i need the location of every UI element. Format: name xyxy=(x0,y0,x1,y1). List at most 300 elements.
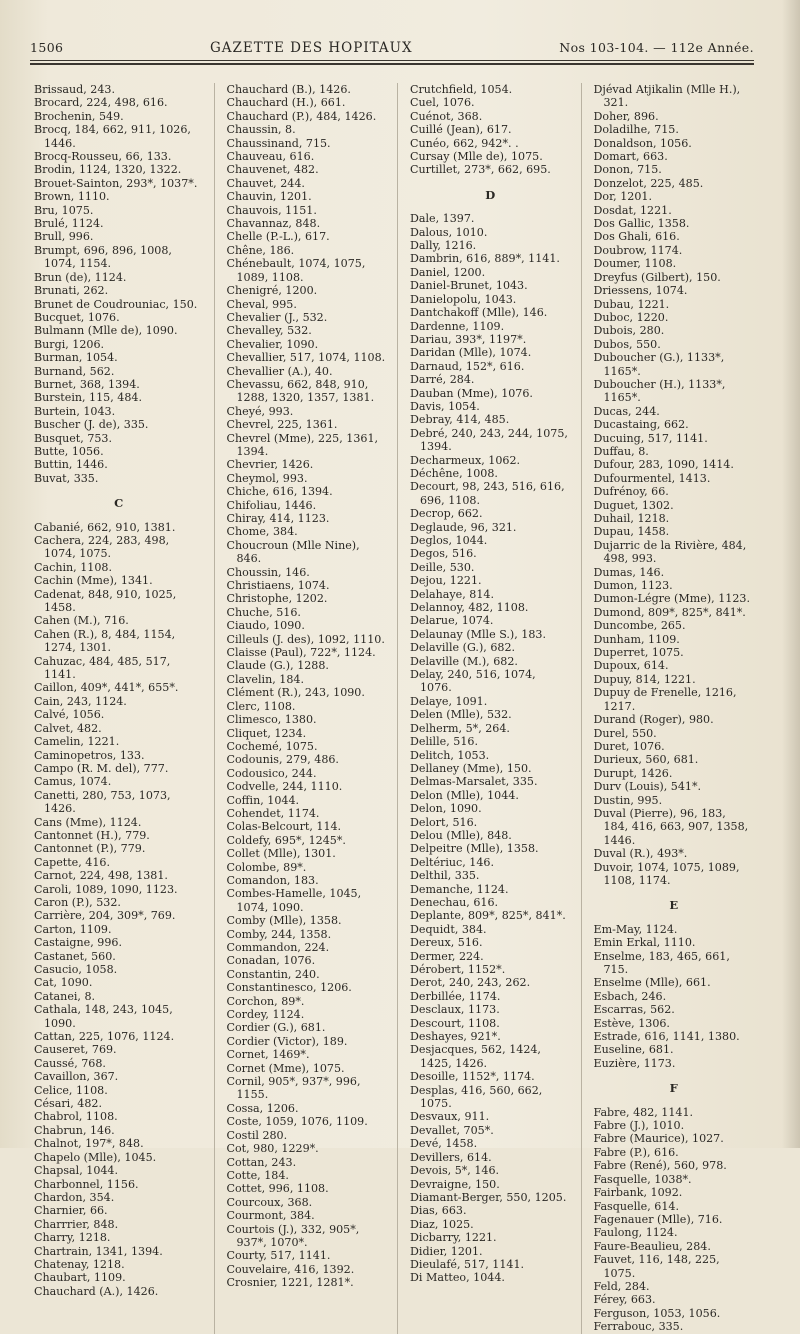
section-letter: F xyxy=(669,1081,678,1096)
index-entry: Coste, 1059, 1076, 1109. xyxy=(226,1115,368,1129)
index-entry: Chauchard (H.), 661. xyxy=(226,96,346,110)
index-entry: Comby, 244, 1358. xyxy=(226,927,332,941)
index-entry: Codvelle, 244, 1110. xyxy=(226,780,343,794)
index-entry: Euzière, 1173. xyxy=(593,1056,676,1070)
index-entry: Cursay (Mlle de), 1075. xyxy=(410,150,543,164)
index-entry: Faulong, 1124. xyxy=(593,1226,678,1240)
index-entry: Campo (R. M. del), 777. xyxy=(34,761,169,775)
index-entry: Duret, 1076. xyxy=(593,739,665,753)
index-entry: Claisse (Paul), 722*, 1124. xyxy=(226,646,376,660)
index-entry: Brun (de), 1124. xyxy=(34,270,127,284)
index-entry: Esbach, 246. xyxy=(593,989,667,1003)
index-entry: Chauvois, 1151. xyxy=(226,203,317,217)
index-entry: Durel, 550. xyxy=(593,726,657,740)
index-entry: Chaussin, 8. xyxy=(226,123,296,137)
index-entry: Emin Erkal, 1110. xyxy=(593,936,696,950)
index-entry: Denechau, 616. xyxy=(410,895,499,909)
index-entry: Degos, 516. xyxy=(410,547,477,561)
index-entry: Dufrénoy, 66. xyxy=(593,485,669,499)
index-entry: Devillers, 614. xyxy=(410,1150,492,1164)
index-entry: Couvelaire, 416, 1392. xyxy=(226,1262,355,1276)
index-entry: Didier, 1201. xyxy=(410,1244,483,1258)
index-entry: Burnand, 562. xyxy=(34,364,115,378)
index-entry: Chapsal, 1044. xyxy=(34,1164,119,1178)
index-entry: Caron (P.), 532. xyxy=(34,895,121,909)
index-entry: Constantin, 240. xyxy=(226,967,320,981)
index-column-1 xyxy=(30,83,204,1334)
page-edge-shadow xyxy=(782,0,800,1148)
index-entry: Chevallier, 517, 1074, 1108. xyxy=(226,351,386,365)
index-entry: Dariau, 393*, 1197*. xyxy=(410,332,527,346)
index-entry: Devraigne, 150. xyxy=(410,1177,500,1191)
index-entry: Charbonnel, 1156. xyxy=(34,1177,139,1191)
index-entry: Darnaud, 152*, 616. xyxy=(410,359,525,373)
index-entry: Courmont, 384. xyxy=(226,1209,315,1223)
index-entry: Dos Gallic, 1358. xyxy=(593,217,690,231)
index-entry: Cachera, 224, 283, 498, 1074, 1075. xyxy=(34,534,170,561)
index-entry: Chapelo (Mlle), 1045. xyxy=(34,1150,157,1164)
index-entry: Chome, 384. xyxy=(226,525,298,539)
index-entry: Chevrier, 1426. xyxy=(226,458,314,472)
index-entry: Chifoliau, 1446. xyxy=(226,498,317,512)
index-entry: Desclaux, 1173. xyxy=(410,1003,500,1017)
index-entry: Di Matteo, 1044. xyxy=(410,1271,505,1285)
journal-title: GAZETTE DES HOPITAUX xyxy=(210,40,413,56)
index-entry: Commandon, 224. xyxy=(226,941,330,954)
index-entry: Cheyé, 993. xyxy=(226,404,294,418)
index-entry: Chavannaz, 848. xyxy=(226,217,321,231)
index-entry: Cantonnet (P.), 779. xyxy=(34,842,146,856)
index-entry: Delaunay (Mlle S.), 183. xyxy=(410,627,547,641)
index-entry: Cahen (M.), 716. xyxy=(34,614,129,628)
index-entry: Capette, 416. xyxy=(34,855,111,869)
index-entry: Charry, 1218. xyxy=(34,1231,111,1245)
index-entry: Colombe, 89*. xyxy=(226,860,307,874)
index-entry: Camelin, 1221. xyxy=(34,735,120,749)
index-entry: Carrière, 204, 309*, 769. xyxy=(34,909,176,923)
index-entry: Caroli, 1089, 1090, 1123. xyxy=(34,882,178,896)
index-entry: Duguet, 1302. xyxy=(593,498,674,512)
index-entry: Dieulafé, 517, 1141. xyxy=(410,1257,525,1271)
index-entry: Christophe, 1202. xyxy=(226,592,328,606)
section-letter: E xyxy=(669,898,679,913)
index-entry: Costil 280. xyxy=(226,1128,288,1142)
index-entry: Cahen (R.), 8, 484, 1154, 1274, 1301. xyxy=(34,627,176,655)
index-entry: Dupoux, 614. xyxy=(593,659,669,673)
index-entry: Fasquelle, 614. xyxy=(593,1199,679,1213)
index-entry: Carton, 1109. xyxy=(34,922,112,936)
index-entry: Deille, 530. xyxy=(410,560,475,574)
index-entry: Causeret, 769. xyxy=(34,1043,117,1057)
index-entry: Duval (R.), 493*. xyxy=(593,847,688,861)
index-entry: Djévad Atjikalin (Mlle H.), 321. xyxy=(593,83,741,110)
index-entry: Cat, 1090. xyxy=(34,976,93,990)
index-entry: Dubois, 280. xyxy=(593,324,665,338)
index-entry: Chauveau, 616. xyxy=(226,150,315,164)
index-entry: Duhail, 1218. xyxy=(593,512,670,525)
index-entry: Caillon, 409*, 441*, 655*. xyxy=(34,681,179,695)
index-entry: Cachin, 1108. xyxy=(34,560,112,574)
index-entry: Comandon, 183. xyxy=(226,873,319,887)
index-entry: Darré, 284. xyxy=(410,373,475,387)
index-entry: Delaye, 1091. xyxy=(410,694,488,708)
index-entry: Chevassu, 662, 848, 910, 1288, 1320, 1357, 1381. xyxy=(226,377,375,405)
index-entry: Descourt, 1108. xyxy=(410,1016,500,1030)
index-entry: Chevalley, 532. xyxy=(226,324,312,338)
index-entry: Celice, 1108. xyxy=(34,1083,108,1097)
index-entry: Ducuing, 517, 1141. xyxy=(593,431,708,445)
index-entry: Codousico, 244. xyxy=(226,766,317,780)
index-entry: Chabrol, 1108. xyxy=(34,1110,118,1124)
index-entry: Chauchard (B.), 1426. xyxy=(226,83,351,96)
index-entry: Brocq, 184, 662, 911, 1026, 1446. xyxy=(34,123,191,150)
index-entry: Fasquelle, 1038*. xyxy=(593,1172,692,1186)
index-entry: Fabre, 482, 1141. xyxy=(593,1105,694,1119)
index-entry: Dustin, 995. xyxy=(593,793,663,807)
index-entry: Camus, 1074. xyxy=(34,775,112,789)
index-entry: Clavelin, 184. xyxy=(226,672,304,686)
index-entry: Debray, 414, 485. xyxy=(410,413,510,427)
index-entry: Bucquet, 1076. xyxy=(34,310,120,324)
index-entry: Enselme (Mlle), 661. xyxy=(593,976,711,990)
index-entry: Chuche, 516. xyxy=(226,605,301,619)
index-entry: Danielopolu, 1043. xyxy=(410,292,517,306)
index-entry: Charnier, 66. xyxy=(34,1204,108,1218)
page-number: 1506 xyxy=(30,40,64,55)
index-entry: Faure-Beaulieu, 284. xyxy=(593,1239,711,1253)
index-entry: Chaussinand, 715. xyxy=(226,136,331,150)
index-entry: Bru, 1075. xyxy=(34,203,94,217)
index-entry: Desoille, 1152*, 1174. xyxy=(410,1070,535,1084)
index-entry: Durv (Louis), 541*. xyxy=(593,780,702,794)
index-entry: Cottet, 996, 1108. xyxy=(226,1182,329,1196)
index-entry: Cottan, 243. xyxy=(226,1155,297,1169)
index-entry: Delaville (G.), 682. xyxy=(410,641,516,655)
index-entry: Dambrin, 616, 889*, 1141. xyxy=(410,252,560,266)
index-entry: Duboucher (G.), 1133*, 1165*. xyxy=(593,351,725,378)
index-entry: Dellaney (Mme), 150. xyxy=(410,761,532,775)
index-entry: Delpeitre (Mlle), 1358. xyxy=(410,842,539,856)
index-entry: Curtillet, 273*, 662, 695. xyxy=(410,163,551,177)
index-entry: Castaigne, 996. xyxy=(34,936,122,950)
index-entry: Castanet, 560. xyxy=(34,949,116,963)
index-entry: Comby (Mlle), 1358. xyxy=(226,914,342,928)
index-entry: Cornet, 1469*. xyxy=(226,1048,310,1062)
index-entry: Dally, 1216. xyxy=(410,239,477,253)
index-entry: Donaldson, 1056. xyxy=(593,136,692,150)
index-entry: Dos Ghali, 616. xyxy=(593,230,680,244)
index-entry: Brouet-Sainton, 293*, 1037*. xyxy=(34,176,198,190)
index-column-3 xyxy=(397,83,571,1334)
index-entry: Dumas, 146. xyxy=(593,565,665,579)
index-entry: Estève, 1306. xyxy=(593,1016,670,1030)
index-entry: Cachin (Mme), 1341. xyxy=(34,574,153,588)
index-entry: Chêne, 186. xyxy=(226,243,295,257)
index-entry: Chiche, 616, 1394. xyxy=(226,485,333,499)
index-entry: Burman, 1054. xyxy=(34,351,118,365)
index-entry: Brochenin, 549. xyxy=(34,109,124,123)
index-entry: Daridan (Mlle), 1074. xyxy=(410,346,532,360)
index-entry: Dermer, 224. xyxy=(410,949,484,963)
index-entry: Chalnot, 197*, 848. xyxy=(34,1137,144,1151)
index-entry: Desvaux, 911. xyxy=(410,1110,490,1124)
index-entry: Combes-Hamelle, 1045, 1074, 1090. xyxy=(226,887,362,914)
index-entry: Calvet, 482. xyxy=(34,721,102,735)
index-entry: Cunéo, 662, 942*. . xyxy=(410,136,519,150)
index-entry: Delahaye, 814. xyxy=(410,587,494,601)
index-entry: Duboc, 1220. xyxy=(593,310,669,324)
index-entry: Chauchard (A.), 1426. xyxy=(34,1284,159,1298)
index-entry: Climesco, 1380. xyxy=(226,713,317,727)
index-entry: Delmas-Marsalet, 335. xyxy=(410,775,538,789)
index-entry: Dérobert, 1152*. xyxy=(410,963,506,976)
index-entry: Devois, 5*, 146. xyxy=(410,1164,500,1178)
index-entry: Codounis, 279, 486. xyxy=(226,753,339,767)
index-entry: Chauvenet, 482. xyxy=(226,163,319,177)
index-column-2 xyxy=(214,83,388,1334)
index-entry: Demanche, 1124. xyxy=(410,882,509,896)
index-entry: Chevalier (J., 532. xyxy=(226,310,328,324)
index-entry: Dumon-Légre (Mme), 1123. xyxy=(593,592,750,606)
index-entry: Delon (Mlle), 1044. xyxy=(410,788,519,802)
index-entry: Burnet, 368, 1394. xyxy=(34,377,140,391)
index-columns xyxy=(30,83,754,1334)
index-entry: Collet (Mlle), 1301. xyxy=(226,847,336,861)
index-entry: Cuel, 1076. xyxy=(410,96,475,110)
index-entry: Clément (R.), 243, 1090. xyxy=(226,686,365,700)
index-entry: Cornil, 905*, 937*, 996, 1155. xyxy=(226,1075,361,1102)
index-entry: Dejou, 1221. xyxy=(410,574,482,588)
index-entry: Coldefy, 695*, 1245*. xyxy=(226,833,346,847)
index-entry: Chauvin, 1201. xyxy=(226,190,312,204)
index-entry: Dunham, 1109. xyxy=(593,632,680,646)
index-entry: Delon, 1090. xyxy=(410,802,482,816)
index-entry: Fauvet, 116, 148, 225, 1075. xyxy=(593,1253,720,1280)
index-entry: Cattan, 225, 1076, 1124. xyxy=(34,1030,175,1044)
index-entry: Cotte, 184. xyxy=(226,1168,289,1182)
index-entry: Catanei, 8. xyxy=(34,989,96,1003)
index-entry: Debré, 240, 243, 244, 1075, 1394. xyxy=(410,426,568,454)
index-entry: Burstein, 115, 484. xyxy=(34,391,142,405)
index-entry: Cavaillon, 367. xyxy=(34,1070,119,1084)
index-entry: Doumer, 1108. xyxy=(593,257,677,271)
index-entry: Cantonnet (H.), 779. xyxy=(34,828,150,842)
index-entry: Cordier (Victor), 189. xyxy=(226,1034,348,1048)
index-entry: Dupuy de Frenelle, 1216, 1217. xyxy=(593,686,737,713)
index-entry: Desjacques, 562, 1424, 1425, 1426. xyxy=(410,1043,541,1070)
index-entry: Delherm, 5*, 264. xyxy=(410,721,510,735)
index-entry: Delannoy, 482, 1108. xyxy=(410,601,529,615)
index-entry: Cornet (Mme), 1075. xyxy=(226,1061,345,1075)
index-entry: Delaville (M.), 682. xyxy=(410,654,518,668)
index-entry: Decharmeux, 1062. xyxy=(410,453,521,467)
index-entry: Dumond, 809*, 825*, 841*. xyxy=(593,605,746,619)
index-entry: Chevallier (A.), 40. xyxy=(226,364,333,378)
index-entry: Cot, 980, 1229*. xyxy=(226,1142,319,1156)
index-entry: Buvat, 335. xyxy=(34,471,99,485)
section-letter: D xyxy=(485,187,496,202)
index-entry: Dosdat, 1221. xyxy=(593,203,672,217)
index-entry: Deglaude, 96, 321. xyxy=(410,520,517,534)
index-entry: Dubos, 550. xyxy=(593,337,661,351)
index-entry: Fabre (Maurice), 1027. xyxy=(593,1132,724,1146)
index-entry: Constantinesco, 1206. xyxy=(226,981,352,995)
index-entry: Doladilhe, 715. xyxy=(593,123,679,137)
index-entry: Choucroun (Mlle Nine), 846. xyxy=(226,538,360,566)
index-entry: Coffin, 1044. xyxy=(226,793,300,807)
index-entry: Chardon, 354. xyxy=(34,1190,115,1204)
index-entry: Courty, 517, 1141. xyxy=(226,1249,331,1263)
index-entry: Domart, 663. xyxy=(593,150,668,164)
index-entry: Caminopetros, 133. xyxy=(34,748,145,762)
index-entry: Cordier (G.), 681. xyxy=(226,1021,326,1035)
index-entry: Crosnier, 1221, 1281*. xyxy=(226,1276,354,1290)
index-entry: Deglos, 1044. xyxy=(410,534,488,547)
index-entry: Enselme, 183, 465, 661, 715. xyxy=(593,949,730,976)
index-column-4 xyxy=(581,83,755,1334)
section-letter: C xyxy=(114,496,124,511)
index-entry: Driessens, 1074. xyxy=(593,284,688,298)
index-entry: Charrrier, 848. xyxy=(34,1217,119,1231)
index-entry: Diamant-Berger, 550, 1205. xyxy=(410,1190,567,1204)
index-entry: Cathala, 148, 243, 1045, 1090. xyxy=(34,1003,173,1030)
index-entry: Brissaud, 243. xyxy=(34,83,116,96)
index-entry: Colas-Belcourt, 114. xyxy=(226,820,342,834)
index-entry: Cochemé, 1075. xyxy=(226,739,318,753)
index-entry: Chevrel (Mme), 225, 1361, 1394. xyxy=(226,431,379,458)
index-entry: Chauvet, 244. xyxy=(226,176,305,190)
index-entry: Fairbank, 1092. xyxy=(593,1186,683,1200)
index-entry: Crutchfield, 1054. xyxy=(410,83,513,96)
index-entry: Christiaens, 1074. xyxy=(226,579,330,593)
issue-info: Nos 103-104. — 112e Année. xyxy=(559,40,754,55)
index-entry: Courtois (J.), 332, 905*, 937*, 1070*. xyxy=(226,1222,360,1249)
index-entry: Duvoir, 1074, 1075, 1089, 1108, 1174. xyxy=(593,860,740,887)
index-entry: Escarras, 562. xyxy=(593,1003,675,1017)
index-entry: Conadan, 1076. xyxy=(226,954,316,968)
index-entry: Euseline, 681. xyxy=(593,1043,674,1057)
index-entry: Ferrabouc, 335. xyxy=(593,1320,684,1334)
index-entry: Dubau, 1221. xyxy=(593,297,670,311)
index-entry: Chaubart, 1109. xyxy=(34,1271,126,1285)
index-entry: Dumon, 1123. xyxy=(593,579,673,593)
index-entry: Chauchard (P.), 484, 1426. xyxy=(226,109,377,123)
index-entry: Claude (G.), 1288. xyxy=(226,659,329,673)
index-entry: Cans (Mme), 1124. xyxy=(34,815,142,829)
index-entry: Cheval, 995. xyxy=(226,297,297,311)
index-entry: Delen (Mlle), 532. xyxy=(410,708,512,722)
index-entry: Cheymol, 993. xyxy=(226,471,308,485)
index-entry: Dalous, 1010. xyxy=(410,225,488,239)
index-entry: Brocq-Rousseu, 66, 133. xyxy=(34,150,172,164)
index-entry: Chabrun, 146. xyxy=(34,1123,115,1137)
index-entry: Delitch, 1053. xyxy=(410,748,490,762)
index-entry: Ducastaing, 662. xyxy=(593,418,689,432)
index-entry: Busquet, 753. xyxy=(34,431,113,445)
index-entry: Carnot, 224, 498, 1381. xyxy=(34,869,168,883)
index-entry: Duboucher (H.), 1133*, 1165*. xyxy=(593,377,726,405)
index-entry: Chiray, 414, 1123. xyxy=(226,512,330,525)
index-entry: Deplante, 809*, 825*, 841*. xyxy=(410,909,566,923)
index-entry: Delthil, 335. xyxy=(410,869,480,883)
index-entry: Cuillé (Jean), 617. xyxy=(410,123,512,137)
index-entry: Chevalier, 1090. xyxy=(226,337,319,351)
index-entry: Diaz, 1025. xyxy=(410,1217,474,1231)
index-entry: Devallet, 705*. xyxy=(410,1123,494,1137)
index-entry: Ducas, 244. xyxy=(593,404,660,418)
index-entry: Brunet de Coudrouniac, 150. xyxy=(34,297,198,311)
index-entry: Dicbarry, 1221. xyxy=(410,1231,497,1245)
index-entry: Dufour, 283, 1090, 1414. xyxy=(593,458,734,472)
index-entry: Delou (Mlle), 848. xyxy=(410,828,512,842)
index-entry: Dale, 1397. xyxy=(410,212,475,226)
index-entry: Chevrel, 225, 1361. xyxy=(226,418,338,432)
index-entry: Dauban (Mme), 1076. xyxy=(410,386,533,400)
index-entry: Burtein, 1043. xyxy=(34,404,116,418)
index-entry: Césari, 482. xyxy=(34,1097,102,1111)
index-entry: Derbillée, 1174. xyxy=(410,989,501,1003)
index-entry: Derot, 240, 243, 262. xyxy=(410,976,531,990)
index-entry: Clerc, 1108. xyxy=(226,699,296,713)
index-entry: Devé, 1458. xyxy=(410,1137,478,1151)
index-entry: Bulmann (Mlle de), 1090. xyxy=(34,324,178,338)
index-entry: Durand (Roger), 980. xyxy=(593,713,714,727)
index-entry: Fagenauer (Mlle), 716. xyxy=(593,1212,723,1226)
index-entry: Calvé, 1056. xyxy=(34,708,105,722)
index-entry: Cordey, 1124. xyxy=(226,1008,305,1022)
index-entry: Duncombe, 265. xyxy=(593,619,686,633)
index-entry: Delort, 516. xyxy=(410,815,478,829)
index-entry: Cahuzac, 484, 485, 517, 1141. xyxy=(34,654,171,682)
index-entry: Chelle (P.-L.), 617. xyxy=(226,230,330,244)
index-entry: Dereux, 516. xyxy=(410,936,483,950)
index-entry: Dias, 663. xyxy=(410,1204,467,1218)
index-entry: Cadenat, 848, 910, 1025, 1458. xyxy=(34,587,177,615)
index-entry: Férey, 663. xyxy=(593,1293,656,1307)
index-entry: Corchon, 89*. xyxy=(226,994,305,1008)
index-entry: Butte, 1056. xyxy=(34,444,104,458)
index-entry: Buttin, 1446. xyxy=(34,458,108,472)
index-entry: Casucio, 1058. xyxy=(34,963,118,976)
index-entry: Chénebault, 1074, 1075, 1089, 1108. xyxy=(226,257,366,284)
index-entry: Cabanié, 662, 910, 1381. xyxy=(34,520,176,534)
index-entry: Brown, 1110. xyxy=(34,190,110,204)
index-entry: Dufourmentel, 1413. xyxy=(593,471,711,485)
index-entry: Fabre (P.), 616. xyxy=(593,1145,679,1159)
index-entry: Donon, 715. xyxy=(593,163,662,177)
index-entry: Cuénot, 368. xyxy=(410,109,483,123)
index-entry: Durieux, 560, 681. xyxy=(593,753,699,767)
index-entry: Dujarric de la Rivière, 484, 498, 993. xyxy=(593,538,747,566)
index-entry: Brunati, 262. xyxy=(34,284,109,298)
index-entry: Courcoux, 368. xyxy=(226,1195,313,1209)
index-entry: Déchêne, 1008. xyxy=(410,466,498,480)
index-entry: Deshayes, 921*. xyxy=(410,1030,501,1044)
index-entry: Chatenay, 1218. xyxy=(34,1257,125,1271)
index-entry: Choussin, 146. xyxy=(226,565,310,579)
index-entry: Ferguson, 1053, 1056. xyxy=(593,1306,721,1320)
index-entry: Ciaudo, 1090. xyxy=(226,619,305,633)
index-entry: Fabre (J.), 1010. xyxy=(593,1119,685,1133)
index-entry: Dupuy, 814, 1221. xyxy=(593,672,696,686)
index-entry: Deltériuc, 146. xyxy=(410,855,494,869)
index-entry: Doher, 896. xyxy=(593,109,659,123)
index-entry: Dor, 1201. xyxy=(593,190,652,204)
index-entry: Decourt, 98, 243, 516, 616, 696, 1108. xyxy=(410,480,565,507)
index-entry: Brocard, 224, 498, 616. xyxy=(34,96,168,110)
index-entry: Burgi, 1206. xyxy=(34,337,105,351)
index-entry: Fabre (René), 560, 978. xyxy=(593,1159,727,1173)
